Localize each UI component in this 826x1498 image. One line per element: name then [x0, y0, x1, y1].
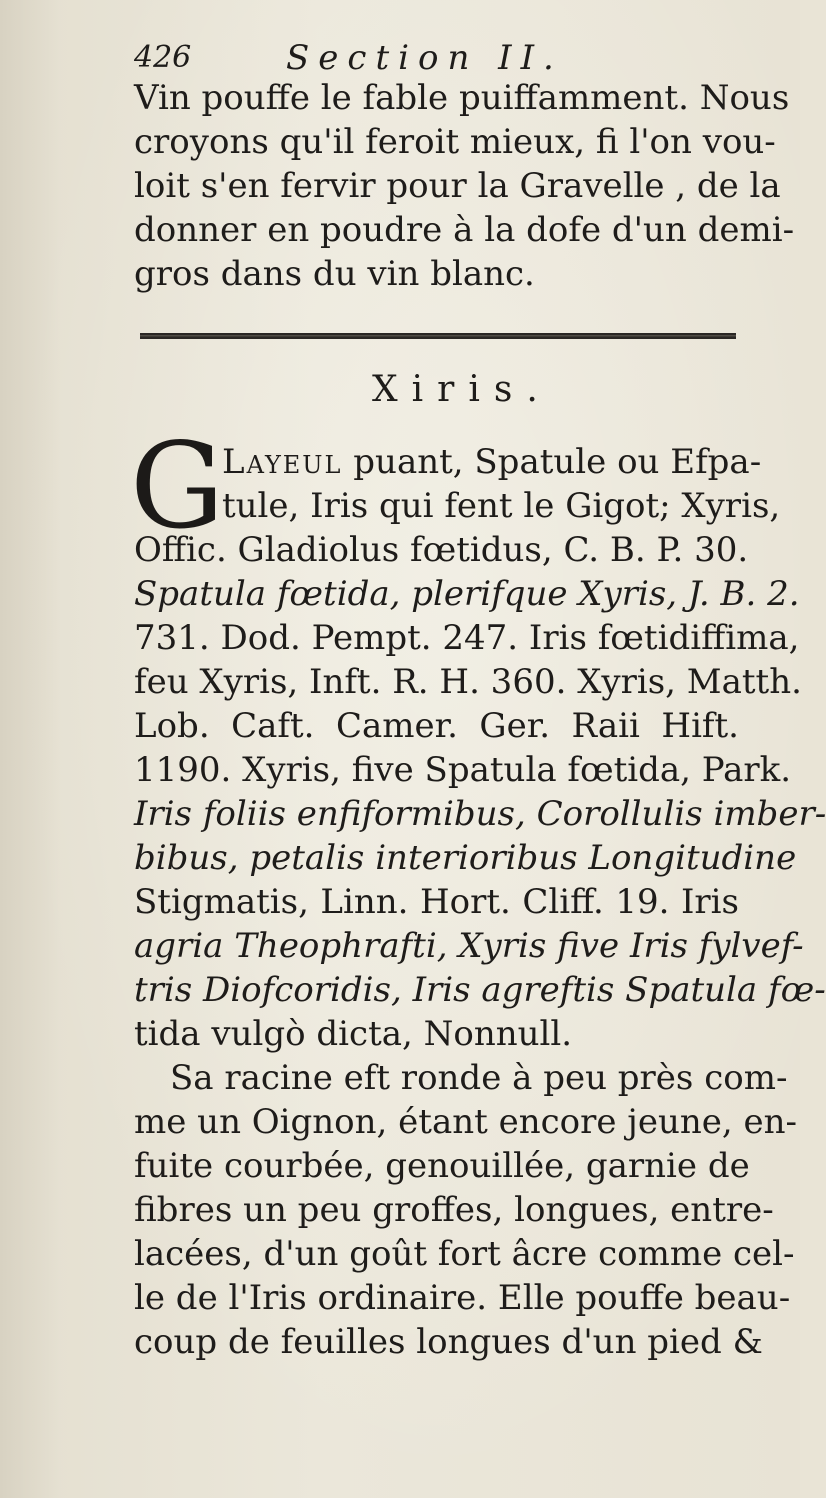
synonym-line-5: Lob. Caft. Camer. Ger. Raii Hift.: [134, 706, 739, 746]
synonym-line-2: Spatula fœtida, plerifque Xyris, J. B. 2.: [134, 574, 800, 614]
preface-line-4: donner en poudre à la dofe d'un demi-: [134, 210, 795, 250]
description-line-6: le de l'Iris ordinaire. Elle pouffe beau-: [134, 1278, 791, 1318]
page-header: [134, 36, 654, 80]
synonym-line-1: Offic. Gladiolus fœtidus, C. B. P. 30.: [134, 530, 749, 570]
entry-line-1-rest: puant, Spatule ou Efpa-: [342, 442, 762, 482]
synonym-line-4: feu Xyris, Inft. R. H. 360. Xyris, Matth.: [134, 662, 802, 702]
synonym-line-10: agria Theophrafti, Xyris five Iris fylvef-: [134, 926, 804, 966]
entry-line-2: tule, Iris qui fent le Gigot; Xyris,: [222, 486, 781, 526]
synonym-line-12: tida vulgò dicta, Nonnull.: [134, 1014, 573, 1054]
synonym-line-9: Stigmatis, Linn. Hort. Cliff. 19. Iris: [134, 882, 739, 922]
drop-cap: G: [130, 417, 225, 555]
page-gutter-shadow: [0, 0, 60, 1498]
description-line-4: fibres un peu groffes, longues, entre-: [134, 1190, 774, 1230]
ornamental-rule: [140, 330, 736, 342]
synonym-line-6: 1190. Xyris, five Spatula fœtida, Park.: [134, 750, 792, 790]
description-line-7: coup de feuilles longues d'un pied &: [134, 1322, 763, 1362]
synonym-line-8: bibus, petalis interioribus Longitudine: [134, 838, 797, 878]
page-number: 426: [134, 40, 192, 75]
running-head: Section II.: [286, 38, 563, 78]
entry-heading-smallcaps: Layeul: [222, 442, 343, 482]
synonym-line-11: tris Diofcoridis, Iris agreftis Spatula fœ-: [134, 970, 826, 1010]
description-line-3: fuite courbée, genouillée, garnie de: [134, 1146, 750, 1186]
description-line-5: lacées, d'un goût fort âcre comme cel-: [134, 1234, 795, 1274]
description-line-1: Sa racine eft ronde à peu près com-: [170, 1058, 788, 1098]
section-title: Xiris.: [372, 369, 552, 410]
preface-line-3: loit s'en fervir pour la Gravelle , de la: [134, 166, 781, 206]
preface-line-5: gros dans du vin blanc.: [134, 254, 535, 294]
entry-line-1: [222, 440, 762, 484]
preface-line-1: Vin pouffe le fable puiffamment. Nous: [134, 78, 790, 118]
description-line-2: me un Oignon, étant encore jeune, en-: [134, 1102, 797, 1142]
preface-line-2: croyons qu'il feroit mieux, fi l'on vou-: [134, 122, 776, 162]
synonym-line-7: Iris foliis enfiformibus, Corollulis imber-: [134, 794, 826, 834]
synonym-line-3: 731. Dod. Pempt. 247. Iris fœtidiffima,: [134, 618, 800, 658]
